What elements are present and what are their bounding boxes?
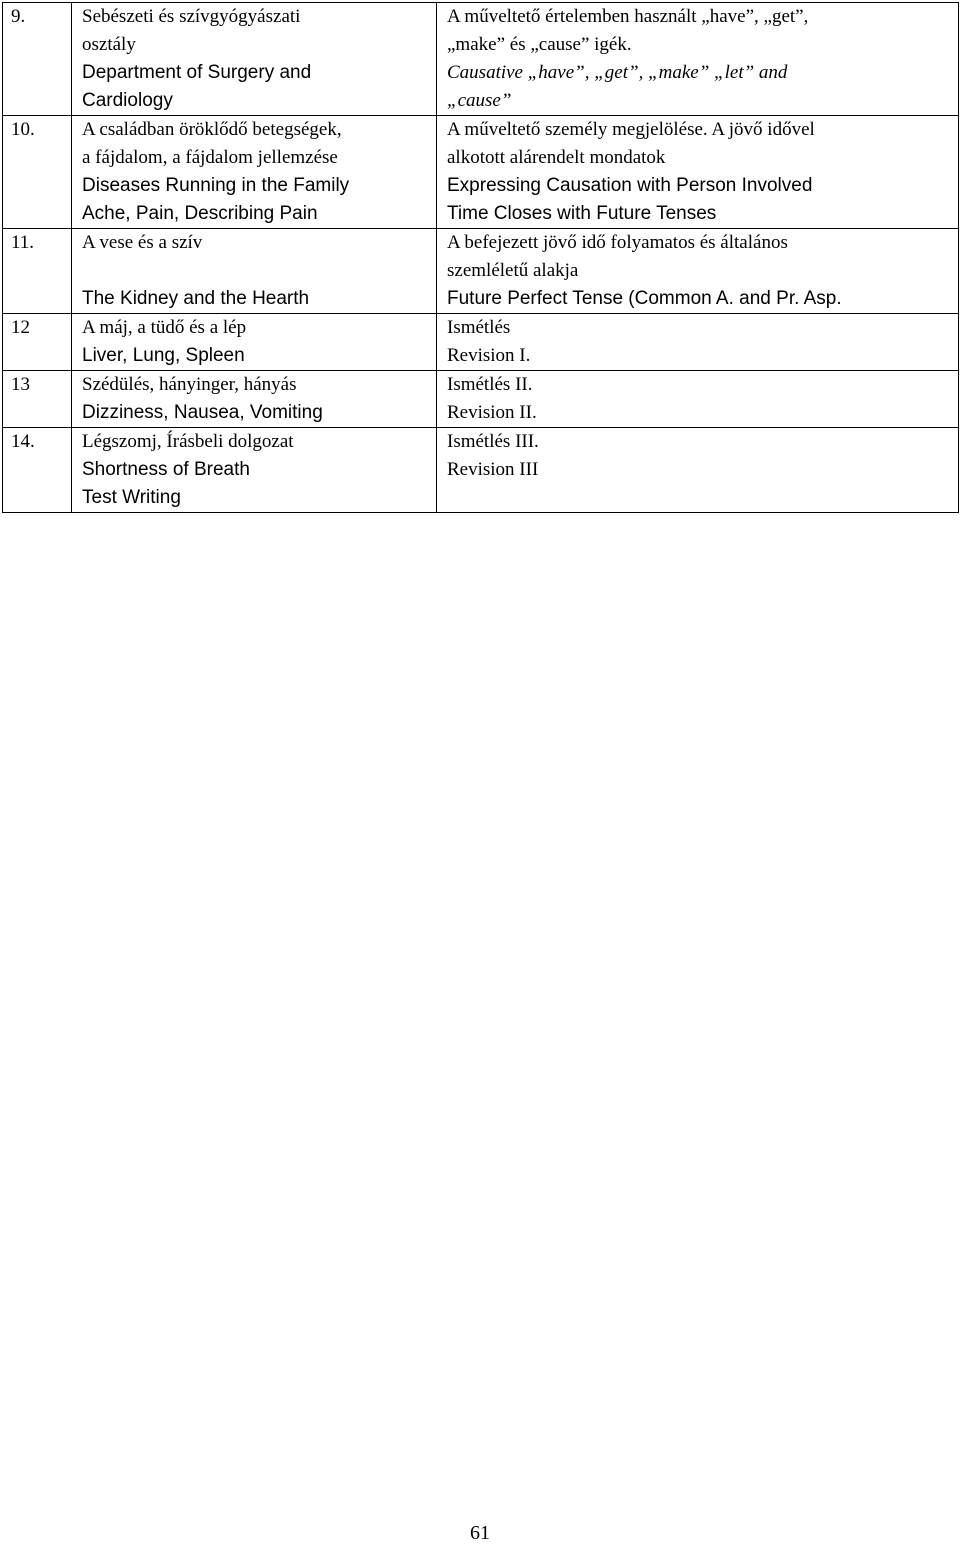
grammar-hungarian: „make” és „cause” igék.	[447, 34, 632, 55]
blank-line	[82, 257, 426, 285]
grammar-cell	[437, 116, 959, 229]
grammar-english: Revision III	[447, 459, 539, 480]
table-row	[3, 116, 959, 229]
grammar-cell	[437, 428, 959, 513]
grammar-cell	[437, 229, 959, 314]
topic-english: Shortness of Breath	[82, 459, 250, 480]
grammar-hungarian: alkotott alárendelt mondatok	[447, 147, 666, 168]
grammar-english: „cause”	[447, 90, 512, 111]
topic-english: Test Writing	[82, 487, 181, 508]
lesson-number-cell	[3, 229, 72, 314]
grammar-english: Causative „have”, „get”, „make” „let” and	[447, 62, 788, 83]
topic-cell	[72, 229, 437, 314]
topic-hungarian: Sebészeti és szívgyógyászati	[82, 6, 301, 27]
topic-cell	[72, 314, 437, 371]
page-number: 61	[470, 1522, 490, 1544]
grammar-english: Future Perfect Tense (Common A. and Pr. Asp.	[447, 288, 842, 309]
grammar-english: Time Closes with Future Tenses	[447, 203, 717, 224]
grammar-hungarian: Ismétlés	[447, 317, 511, 338]
grammar-hungarian: Ismétlés III.	[447, 431, 539, 452]
topic-hungarian: A máj, a tüdő és a lép	[82, 317, 247, 338]
table-row	[3, 314, 959, 371]
grammar-cell	[437, 371, 959, 428]
grammar-english: Expressing Causation with Person Involved	[447, 175, 813, 196]
grammar-hungarian: A műveltető személy megjelölése. A jövő idővel	[447, 119, 815, 140]
lesson-number-cell	[3, 314, 72, 371]
lesson-number: 10.	[11, 119, 35, 140]
topic-english: Department of Surgery and	[82, 62, 312, 83]
grammar-cell	[437, 314, 959, 371]
grammar-hungarian: A műveltető értelemben használt „have”, „get”,	[447, 6, 809, 27]
topic-hungarian: a fájdalom, a fájdalom jellemzése	[82, 147, 338, 168]
grammar-hungarian: szemléletű alakja	[447, 260, 579, 281]
table-row	[3, 229, 959, 314]
lesson-number-cell	[3, 3, 72, 116]
grammar-english: Revision I.	[447, 345, 531, 366]
grammar-hungarian: Ismétlés II.	[447, 374, 533, 395]
topic-english: Ache, Pain, Describing Pain	[82, 203, 318, 224]
grammar-hungarian: A befejezett jövő idő folyamatos és általános	[447, 232, 788, 253]
topic-cell	[72, 116, 437, 229]
lesson-number: 11.	[11, 232, 35, 253]
grammar-cell	[437, 3, 959, 116]
topic-cell	[72, 3, 437, 116]
topic-hungarian: A családban öröklődő betegségek,	[82, 119, 342, 140]
grammar-english: Revision II.	[447, 402, 537, 423]
curriculum-table	[2, 2, 959, 513]
topic-english: Dizziness, Nausea, Vomiting	[82, 402, 323, 423]
topic-english: Cardiology	[82, 90, 173, 111]
table-row	[3, 3, 959, 116]
topic-english: Diseases Running in the Family	[82, 175, 350, 196]
topic-hungarian: Szédülés, hányinger, hányás	[82, 374, 297, 395]
lesson-number-cell	[3, 371, 72, 428]
lesson-number: 9.	[11, 6, 26, 27]
topic-hungarian: A vese és a szív	[82, 232, 203, 253]
topic-cell	[72, 428, 437, 513]
lesson-number-cell	[3, 116, 72, 229]
table-row	[3, 371, 959, 428]
lesson-number-cell	[3, 428, 72, 513]
topic-english: Liver, Lung, Spleen	[82, 345, 245, 366]
topic-hungarian: osztály	[82, 34, 136, 55]
lesson-number: 12	[11, 317, 30, 338]
table-row	[3, 428, 959, 513]
topic-hungarian: Légszomj, Írásbeli dolgozat	[82, 431, 294, 452]
topic-cell	[72, 371, 437, 428]
lesson-number: 14.	[11, 431, 35, 452]
lesson-number: 13	[11, 374, 30, 395]
topic-english: The Kidney and the Hearth	[82, 288, 310, 309]
